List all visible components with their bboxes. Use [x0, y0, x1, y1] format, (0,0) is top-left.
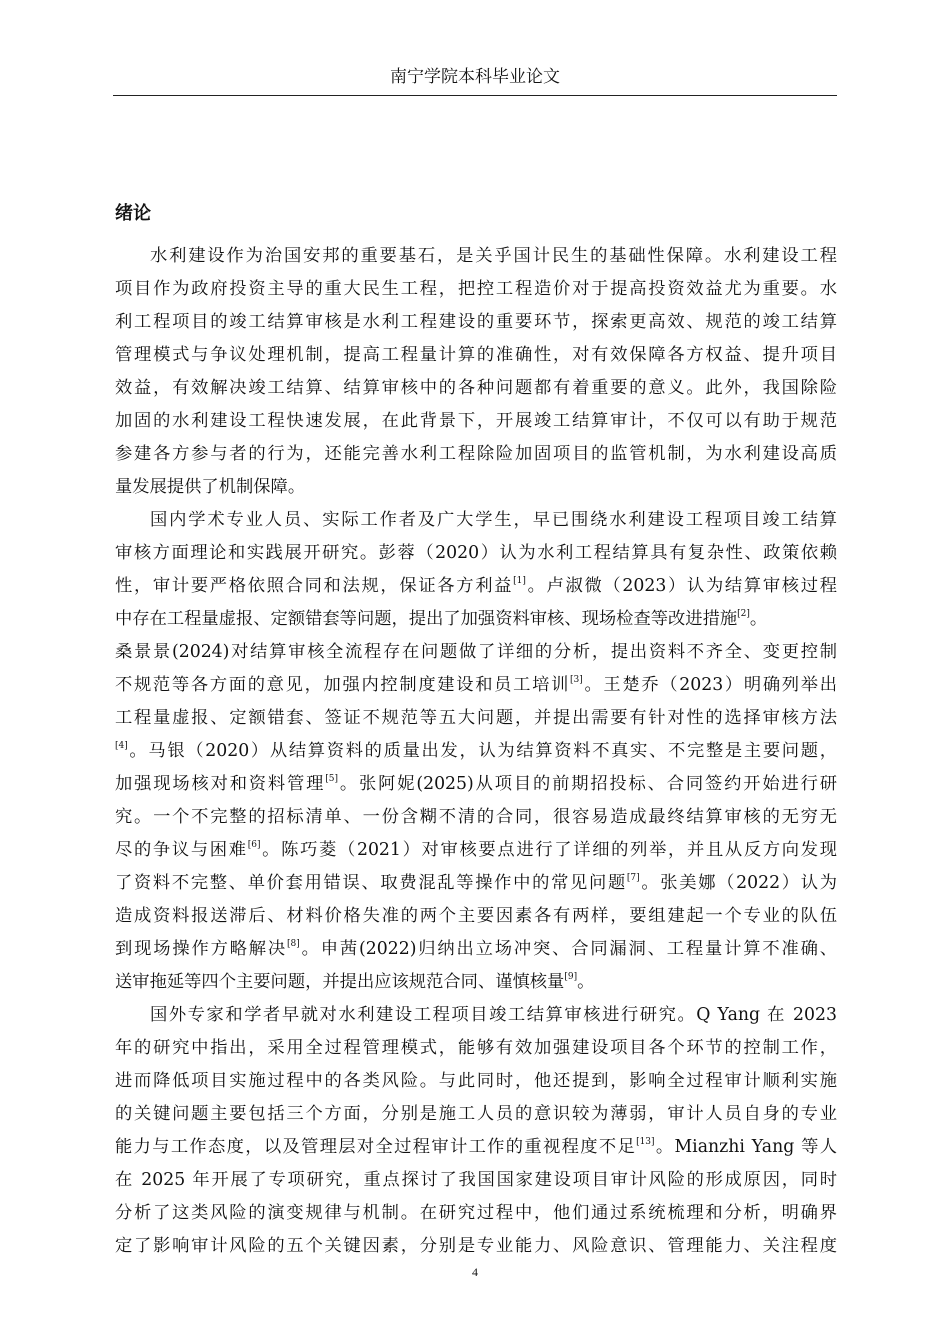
text-line: 工程量虚报、定额错套、签证不规范等五大问题，并提出需要有针对性的选择审核方法	[115, 708, 837, 728]
text-line: 分析了这类风险的演变规律与机制。在研究过程中，他们通过系统梳理和分析，明确界	[115, 1203, 837, 1223]
text-line: 的关键问题主要包括三个方面，分别是施工人员的意识较为薄弱，审计人员自身的专业	[115, 1104, 837, 1124]
page-header-title: 南宁学院本科毕业论文	[390, 67, 560, 87]
text-line	[115, 868, 837, 898]
text-line	[115, 571, 837, 601]
text-line: 桑景景(2024)对结算审核全流程存在问题做了详细的分析，提出资料不齐全、变更控制	[115, 642, 837, 662]
text-run: 了资料不完整、单价套用错误、取费混乱等操作中的常见问题	[115, 873, 627, 893]
text-line	[115, 934, 837, 964]
text-line	[115, 604, 837, 634]
text-line: 究。一个不完整的招标清单、一份含糊不清的合同，很容易造成最终结算审核的无穷无	[115, 807, 837, 827]
text-line	[115, 670, 837, 700]
text-line: 利工程项目的竣工结算审核是水利工程建设的重要环节，探索更高效、规范的竣工结算	[115, 312, 837, 332]
text-line	[115, 967, 837, 997]
text-run: 。王楚乔（2023）明确列举出	[582, 675, 837, 695]
text-line: 年的研究中指出，采用全过程管理模式，能够有效加强建设项目各个环节的控制工作，	[115, 1038, 837, 1058]
text-line: 造成资料报送滞后、材料价格失准的两个主要因素各有两样，要组建起一个专业的队伍	[115, 906, 837, 926]
text-line: 加固的水利建设工程快速发展，在此背景下，开展竣工结算审计，不仅可以有助于规范	[115, 411, 837, 431]
text-run: 。卢淑微（2023）认为结算审核过程	[525, 576, 837, 596]
text-line: 在 2025 年开展了专项研究，重点探讨了我国国家建设项目审计风险的形成原因，同时	[115, 1170, 837, 1190]
text-line: 审核方面理论和实践展开研究。彭蓉（2020）认为水利工程结算具有复杂性、政策依赖	[115, 543, 837, 563]
text-line: 参建各方参与者的行为，还能完善水利工程除险加固项目的监管机制，为水利建设高质	[115, 444, 837, 464]
text-run: 。陈巧菱（2021）对审核要点进行了详细的列举，并且从反方向发现	[260, 840, 837, 860]
citation-7: [7]	[626, 873, 640, 883]
text-run: 。	[749, 609, 768, 629]
text-run: 不规范等各方面的意见，加强内控制度建设和员工培训	[115, 675, 571, 695]
text-run: 送审拖延等四个主要问题，并提出应该规范合同、谨慎核量	[115, 972, 565, 992]
text-line: 定了影响审计风险的五个关键因素，分别是专业能力、风险意识、管理能力、关注程度	[115, 1236, 837, 1256]
citation-2: [2]	[737, 609, 750, 619]
text-run: 。张美娜（2022）认为	[639, 873, 837, 893]
text-line	[115, 1132, 837, 1162]
text-line: 国内学术专业人员、实际工作者及广大学生，早已围绕水利建设工程项目竣工结算	[150, 510, 837, 530]
text-run: 。	[577, 972, 595, 992]
page-number: 4	[472, 1265, 478, 1279]
citation-8: [8]	[287, 939, 300, 949]
text-run: 能力与工作态度，以及管理层对全过程审计工作的重视程度不足	[115, 1137, 637, 1157]
text-run: 到现场操作方略解决	[115, 939, 288, 959]
text-run: 。马银（2020）从结算资料的质量出发，认为结算资料不真实、不完整是主要问题，	[127, 741, 837, 761]
section-heading: 绪论	[115, 203, 151, 224]
text-run: 性，审计要严格依照合同和法规，保证各方利益	[115, 576, 514, 596]
text-line	[115, 736, 837, 766]
header-rule	[113, 95, 837, 96]
citation-5: [5]	[325, 774, 339, 784]
citation-6: [6]	[247, 840, 261, 850]
text-line: 水利建设作为治国安邦的重要基石，是关乎国计民生的基础性保障。水利建设工程	[150, 246, 837, 266]
text-line: 效益，有效解决竣工结算、结算审核中的各种问题都有着重要的意义。此外，我国除险	[115, 378, 837, 398]
text-line: 项目作为政府投资主导的重大民生工程，把控工程造价对于提高投资效益尤为重要。水	[115, 279, 837, 299]
text-run: 。张阿妮(2025)从项目的前期招投标、合同签约开始进行研	[338, 774, 837, 794]
text-line	[115, 835, 837, 865]
citation-4: [4]	[115, 741, 128, 751]
text-run: 。申茜(2022)归纳出立场冲突、合同漏洞、工程量计算不准确、	[299, 939, 837, 959]
text-line: 管理模式与争议处理机制，提高工程量计算的准确性，对有效保障各方权益、提升项目	[115, 345, 837, 365]
text-run: 尽的争议与困难	[115, 840, 248, 860]
text-run: 加强现场核对和资料管理	[115, 774, 326, 794]
citation-3: [3]	[570, 675, 583, 685]
text-run: 中存在工程量虚报、定额错套等问题，提出了加强资料审核、现场检查等改进措施	[115, 609, 738, 629]
text-line: 量发展提供了机制保障。	[115, 477, 306, 497]
text-line: 进而降低项目实施过程中的各类风险。与此同时，他还提到，影响全过程审计顺利实施	[115, 1071, 837, 1091]
text-line	[115, 769, 837, 799]
text-line: 国外专家和学者早就对水利建设工程项目竣工结算审核进行研究。Q Yang 在 2023	[150, 1005, 837, 1025]
citation-9: [9]	[564, 972, 578, 982]
text-run: 。Mianzhi Yang 等人	[654, 1137, 837, 1157]
citation-13: [13]	[636, 1137, 655, 1147]
citation-1: [1]	[513, 576, 526, 586]
